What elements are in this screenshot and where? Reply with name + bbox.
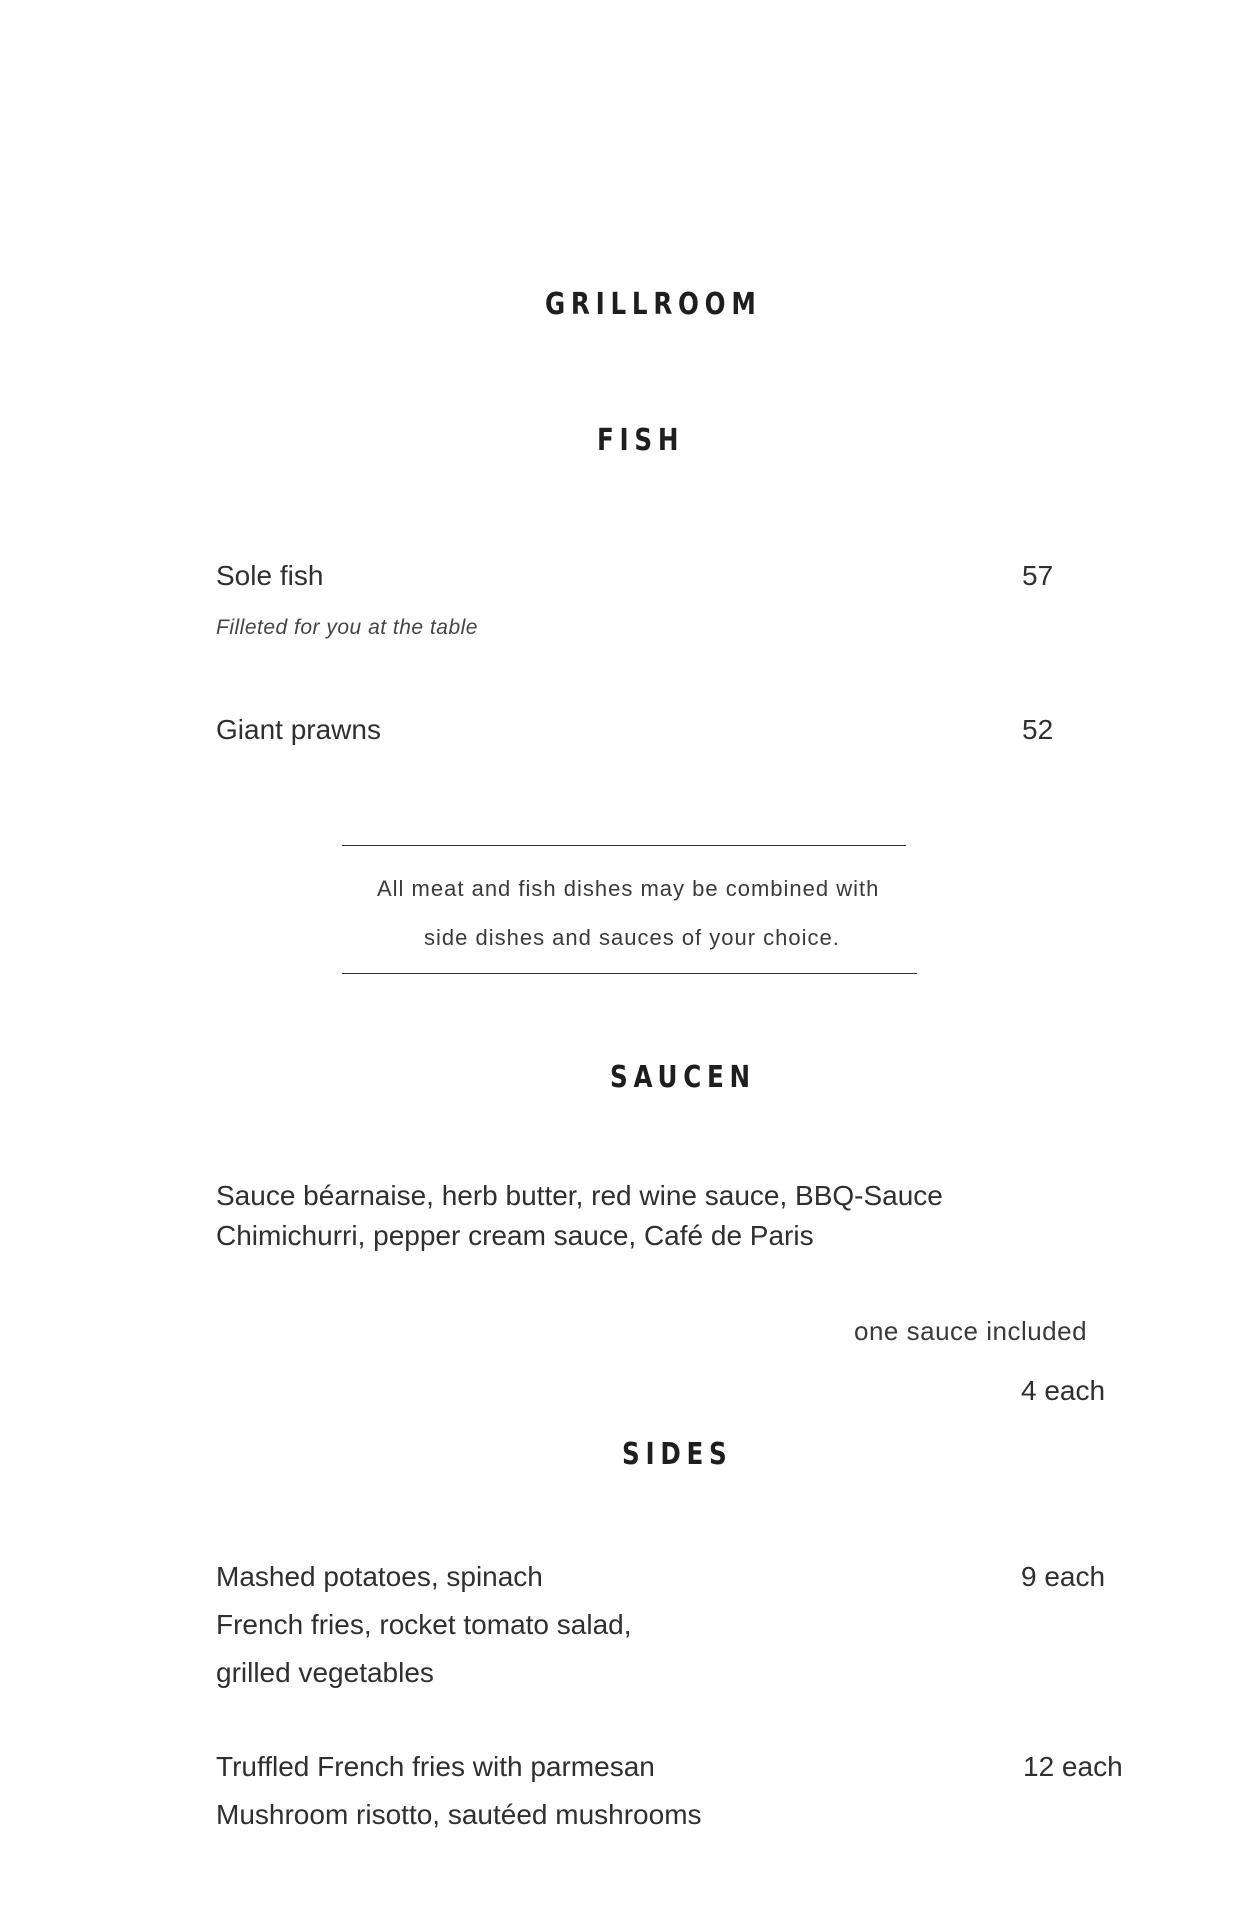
sauces-list-line-1: Sauce béarnaise, herb butter, red wine sauce, BBQ-Sauce	[216, 1180, 943, 1211]
sides-group-2-line-2: Mushroom risotto, sautéed mushrooms	[216, 1799, 702, 1830]
sauce-price: 4 each	[1021, 1375, 1106, 1406]
sides-group-2-line-1: Truffled French fries with parmesan	[216, 1751, 655, 1782]
sides-group-1-line-1: Mashed potatoes, spinach	[216, 1561, 543, 1592]
sauces-heading: SAUCEN	[610, 1060, 756, 1095]
info-note-line-2: side dishes and sauces of your choice.	[424, 925, 840, 950]
sauce-included-note: one sauce included	[854, 1316, 1088, 1346]
sauces-list-line-2: Chimichurri, pepper cream sauce, Café de Paris	[216, 1220, 814, 1251]
info-note-line-1: All meat and fish dishes may be combined with	[377, 876, 880, 901]
menu-item-description: Filleted for you at the table	[216, 616, 478, 639]
menu-item-sole-fish: Sole fish	[216, 560, 324, 591]
sides-group-1-line-2: French fries, rocket tomato salad,	[216, 1609, 632, 1640]
page-title: GRILLROOM	[545, 287, 762, 322]
menu-item-giant-prawns: Giant prawns	[216, 714, 381, 745]
fish-heading: FISH	[597, 423, 685, 458]
sides-group-1-price: 9 each	[1021, 1561, 1106, 1592]
sides-group-2-price: 12 each	[1023, 1751, 1123, 1782]
sides-heading: SIDES	[622, 1437, 733, 1472]
price-giant-prawns: 52	[1022, 714, 1054, 745]
divider-top	[342, 845, 906, 846]
sides-group-1-line-3: grilled vegetables	[216, 1657, 434, 1688]
price-sole-fish: 57	[1022, 560, 1054, 591]
divider-bottom	[342, 973, 917, 974]
